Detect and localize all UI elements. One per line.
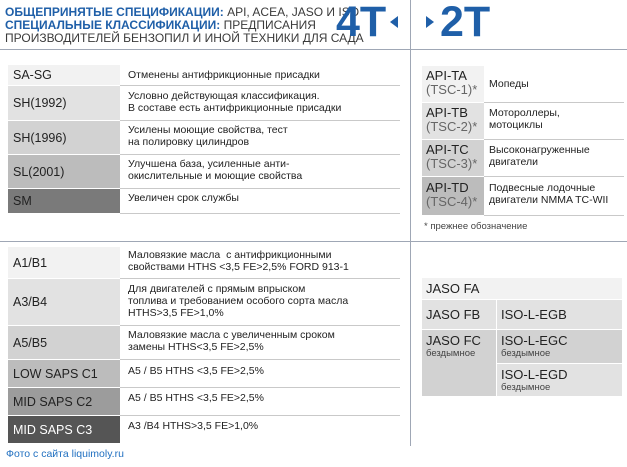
api2t-code: API-TD bbox=[426, 180, 469, 195]
acea-desc: Маловязкие масла с увеличенным сроком замены HTHS<3,5 FE>2,5% bbox=[128, 329, 335, 353]
iso-l-egc-sub: бездымное bbox=[501, 348, 551, 359]
acea-code: A3/B4 bbox=[8, 279, 120, 325]
api4t-desc: Улучшена база, усиленные анти- окислительные и моющие свойства bbox=[128, 158, 303, 182]
iso-l-egd: ISO-L-EGD bbox=[501, 367, 568, 382]
acea-desc: A5 / B5 HTHS <3,5 FE>2,5% bbox=[128, 392, 264, 404]
iso-l-egd-sub: бездымное bbox=[501, 382, 551, 393]
divider-top bbox=[0, 49, 627, 50]
row-separator bbox=[120, 188, 400, 189]
row-separator bbox=[120, 359, 400, 360]
api2t-desc: Мотороллеры, мотоциклы bbox=[489, 107, 560, 131]
iso-l-egd-cell bbox=[497, 364, 622, 396]
api4t-desc: Увеличен срок службы bbox=[128, 192, 239, 204]
acea-code: A5/B5 bbox=[8, 326, 120, 359]
api2t-desc: Мопеды bbox=[489, 78, 529, 90]
divider-middle bbox=[0, 241, 627, 242]
acea-code: A1/B1 bbox=[8, 247, 120, 278]
jaso-fc-cell bbox=[422, 330, 496, 396]
api2t-code-cell bbox=[422, 140, 484, 176]
heading-2t: 2T bbox=[440, 0, 491, 46]
api4t-desc: Усилены моющие свойства, тест на полировку цилиндров bbox=[128, 124, 288, 148]
header-line-2-label: СПЕЦИАЛЬНЫЕ КЛАССИФИКАЦИИ: bbox=[5, 18, 221, 32]
api4t-code: SH(1996) bbox=[8, 121, 120, 154]
acea-desc: A5 / B5 HTHS <3,5 FE>2,5% bbox=[128, 365, 264, 377]
header-line-3: ПРОИЗВОДИТЕЛЕЙ БЕНЗОПИЛ И ИНОЙ ТЕХНИКИ ДЛЯ САДА bbox=[5, 31, 364, 45]
api2t-code-cell bbox=[422, 177, 484, 215]
divider-vertical bbox=[410, 0, 411, 446]
api2t-desc: Высоконагруженные двигатели bbox=[489, 144, 590, 168]
row-separator bbox=[120, 415, 400, 416]
api4t-desc: Условно действующая классификация. В составе есть антифрикционные присадки bbox=[128, 90, 342, 114]
api4t-code: SL(2001) bbox=[8, 155, 120, 188]
row-separator bbox=[120, 85, 400, 86]
iso-l-egc: ISO-L-EGC bbox=[501, 333, 568, 348]
api2t-old-code: (TSC-4)* bbox=[426, 194, 478, 209]
row-separator bbox=[120, 154, 400, 155]
acea-desc: A3 /B4 HTHS>3,5 FE>1,0% bbox=[128, 420, 259, 432]
api4t-code: SM bbox=[8, 189, 120, 213]
header-line-1-label: ОБЩЕПРИНЯТЫЕ СПЕЦИФИКАЦИИ: bbox=[5, 5, 224, 19]
row-separator bbox=[120, 213, 400, 214]
jaso-fa: JASO FA bbox=[422, 278, 622, 299]
acea-code: LOW SAPS C1 bbox=[8, 360, 120, 387]
api2t-old-code: (TSC-1)* bbox=[426, 82, 478, 97]
api2t-desc: Подвесные лодочные двигатели NMMA TC-WII bbox=[489, 182, 609, 206]
acea-code: MID SAPS C3 bbox=[8, 416, 120, 443]
row-separator bbox=[484, 176, 624, 177]
header-line-2-value: ПРЕДПИСАНИЯ bbox=[223, 18, 316, 32]
row-separator bbox=[120, 325, 400, 326]
api2t-code-cell bbox=[422, 103, 484, 139]
api4t-code: SA-SG bbox=[8, 65, 120, 85]
api2t-code-cell bbox=[422, 66, 484, 102]
api4t-code: SH(1992) bbox=[8, 86, 120, 120]
heading-4t: 4T bbox=[336, 0, 387, 46]
arrow-right-icon bbox=[426, 16, 434, 28]
api2t-footnote: * прежнее обозначение bbox=[424, 221, 528, 232]
jaso-fc: JASO FC bbox=[426, 333, 481, 348]
api2t-code: API-TC bbox=[426, 142, 469, 157]
jaso-fc-sub: бездымное bbox=[426, 348, 476, 359]
jaso-fb: JASO FB bbox=[422, 300, 496, 329]
iso-l-egc-cell bbox=[497, 330, 622, 363]
acea-code: MID SAPS C2 bbox=[8, 388, 120, 415]
row-separator bbox=[484, 139, 624, 140]
iso-l-egb: ISO-L-EGB bbox=[497, 300, 622, 329]
arrow-left-icon bbox=[390, 16, 398, 28]
acea-desc: Маловязкие масла с антифрикционными свойствами HTHS <3,5 FE>2,5% FORD 913-1 bbox=[128, 249, 349, 273]
api2t-old-code: (TSC-3)* bbox=[426, 156, 478, 171]
api2t-code: API-TA bbox=[426, 68, 467, 83]
photo-credit: Фото с сайта liquimoly.ru bbox=[6, 448, 124, 460]
row-separator bbox=[120, 278, 400, 279]
api2t-old-code: (TSC-2)* bbox=[426, 119, 478, 134]
header-line-1-value: API, ACEA, JASO И ISO bbox=[227, 5, 360, 19]
row-separator bbox=[120, 120, 400, 121]
acea-desc: Для двигателей с прямым впрыском топлива и требованием особого сорта масла HTHS>3,5 FE>1,0% bbox=[128, 283, 349, 319]
row-separator bbox=[120, 387, 400, 388]
api4t-desc: Отменены антифрикционные присадки bbox=[128, 69, 320, 81]
row-separator bbox=[484, 102, 624, 103]
api2t-code: API-TB bbox=[426, 105, 468, 120]
row-separator bbox=[484, 215, 624, 216]
